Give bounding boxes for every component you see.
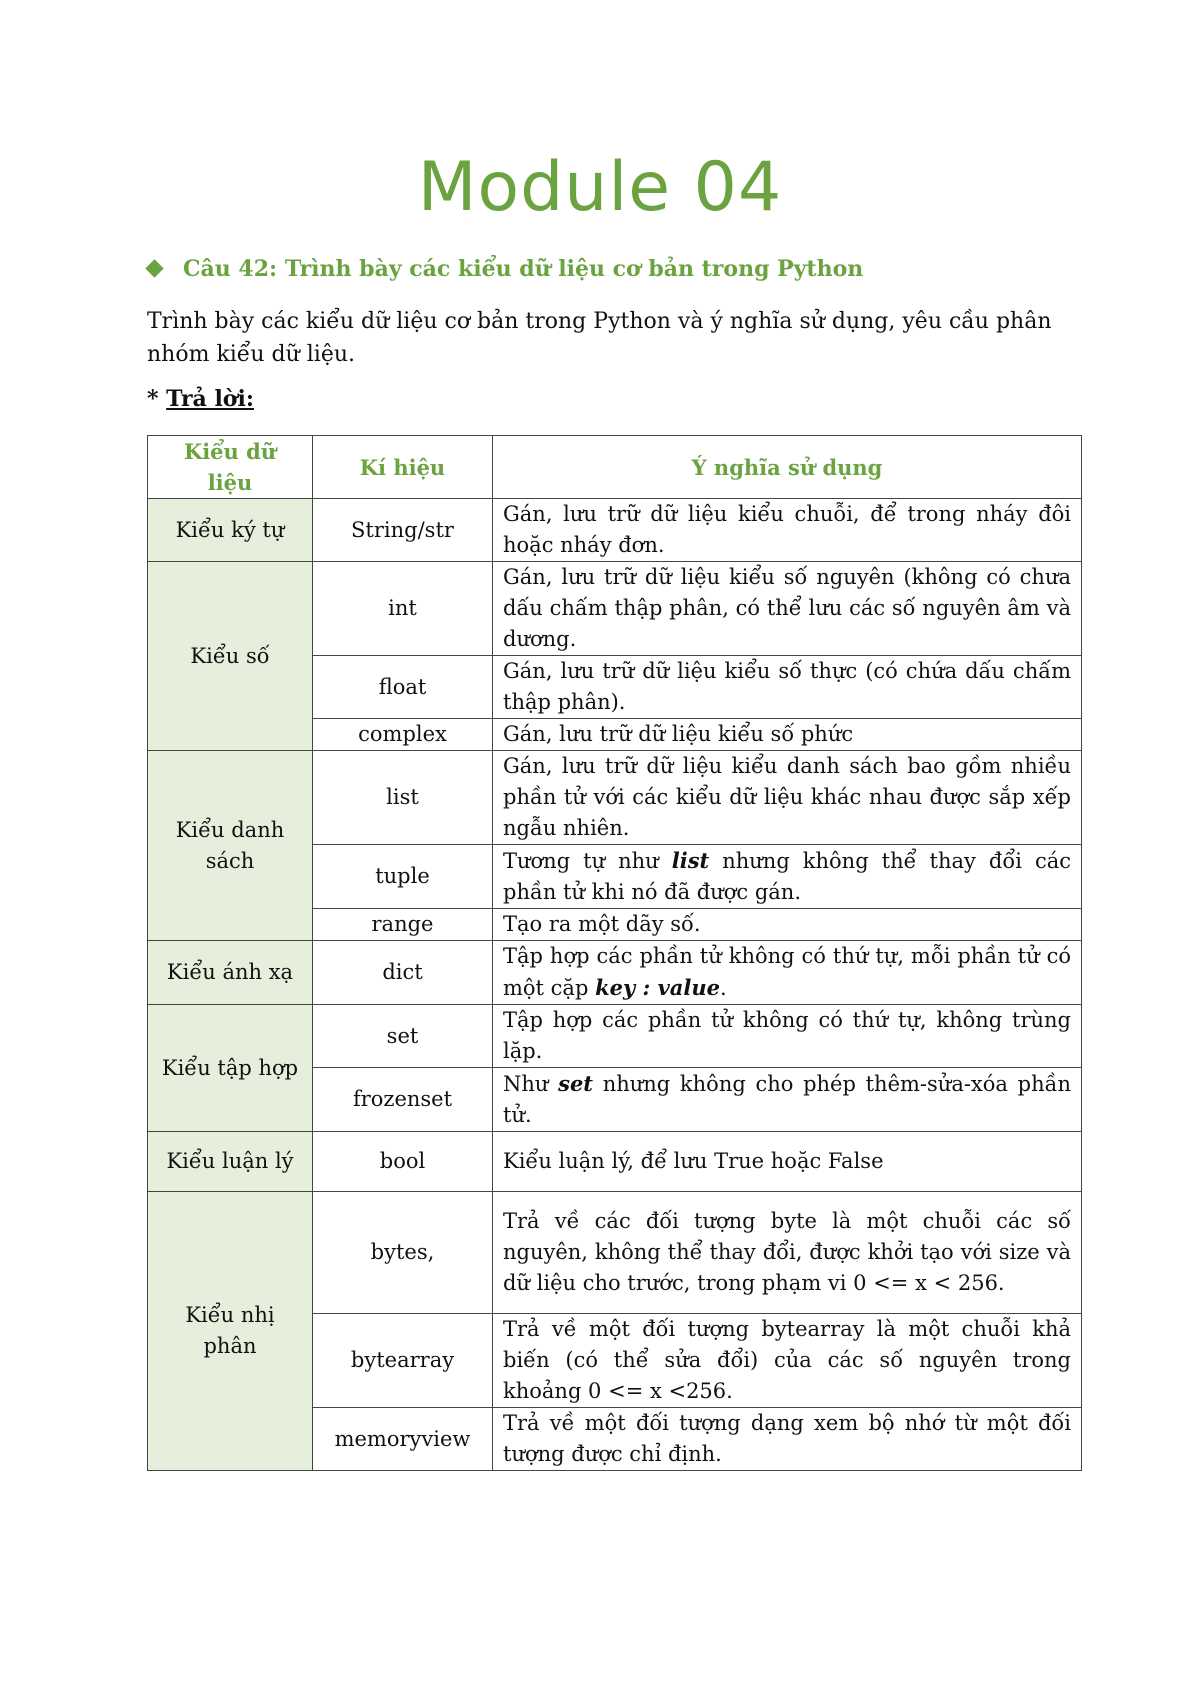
meaning-cell: Trả về các đối tượng byte là một chuỗi các số nguyên, không thể thay đổi, được khởi tạo với size và dữ liệu cho trước, trong phạm vi 0 <= x < 256.	[493, 1192, 1082, 1314]
meaning-text: .	[719, 976, 727, 1000]
table-row	[148, 1132, 1082, 1192]
table-row	[148, 1192, 1082, 1314]
question-prompt: Trình bày các kiểu dữ liệu cơ bản trong Python và ý nghĩa sử dụng, yêu cầu phân nhóm kiểu dữ liệu.	[147, 309, 1052, 367]
meaning-cell: Gán, lưu trữ dữ liệu kiểu số thực (có chứa dấu chấm thập phân).	[493, 656, 1082, 719]
symbol-cell: frozenset	[313, 1068, 493, 1132]
symbol-cell: bytes,	[313, 1192, 493, 1314]
type-cell: Kiểu danh sách	[148, 751, 313, 941]
meaning-text: Tập hợp các phần tử không có thứ tự, mỗi phần tử có một cặp	[503, 944, 1071, 1000]
symbol-cell: float	[313, 656, 493, 719]
header-symbol: Kí hiệu	[313, 436, 493, 499]
meaning-cell	[493, 1068, 1082, 1132]
type-cell: Kiểu tập hợp	[148, 1005, 313, 1132]
symbol-cell: list	[313, 751, 493, 845]
symbol-cell: tuple	[313, 845, 493, 909]
symbol-cell: bytearray	[313, 1314, 493, 1408]
table-body	[148, 499, 1082, 1471]
type-cell: Kiểu ký tự	[148, 499, 313, 562]
meaning-cell: Gán, lưu trữ dữ liệu kiểu chuỗi, để trong nháy đôi hoặc nháy đơn.	[493, 499, 1082, 562]
meaning-cell: Gán, lưu trữ dữ liệu kiểu số nguyên (không có chưa dấu chấm thập phân, có thể lưu các số nguyên âm và dương.	[493, 562, 1082, 656]
header-type: Kiểu dữ liệu	[148, 436, 313, 499]
header-meaning: Ý nghĩa sử dụng	[493, 436, 1082, 499]
diamond-bullet-icon	[145, 259, 165, 279]
table-header-row	[148, 436, 1082, 499]
symbol-cell: bool	[313, 1132, 493, 1192]
meaning-text: nhưng không cho phép thêm-sửa-xóa phần tử.	[503, 1072, 1071, 1127]
meaning-cell: Kiểu luận lý, để lưu True hoặc False	[493, 1132, 1082, 1192]
meaning-text: Như	[503, 1072, 559, 1096]
meaning-cell: Trả về một đối tượng bytearray là một chuỗi khả biến (có thể sửa đổi) của các số nguyên trong khoảng 0 <= x <256.	[493, 1314, 1082, 1408]
question-heading	[145, 256, 863, 282]
symbol-cell: memoryview	[313, 1408, 493, 1471]
table-row	[148, 499, 1082, 562]
symbol-cell: complex	[313, 719, 493, 751]
answer-prefix: *	[147, 386, 167, 412]
table-row	[148, 1005, 1082, 1068]
meaning-text: Tương tự như	[503, 849, 672, 873]
symbol-cell: int	[313, 562, 493, 656]
meaning-cell	[493, 941, 1082, 1005]
table-row	[148, 751, 1082, 845]
symbol-cell: set	[313, 1005, 493, 1068]
table-row	[148, 562, 1082, 656]
meaning-cell: Tạo ra một dãy số.	[493, 909, 1082, 941]
type-cell: Kiểu nhị phân	[148, 1192, 313, 1471]
meaning-cell	[493, 845, 1082, 909]
symbol-cell: dict	[313, 941, 493, 1005]
table-row	[148, 941, 1082, 1005]
meaning-cell: Gán, lưu trữ dữ liệu kiểu số phức	[493, 719, 1082, 751]
type-cell: Kiểu số	[148, 562, 313, 751]
symbol-cell: range	[313, 909, 493, 941]
meaning-cell: Tập hợp các phần tử không có thứ tự, không trùng lặp.	[493, 1005, 1082, 1068]
type-cell: Kiểu ánh xạ	[148, 941, 313, 1005]
symbol-cell: String/str	[313, 499, 493, 562]
meaning-text: nhưng không thể thay đổi các phần tử khi nó đã được gán.	[503, 849, 1071, 904]
page-title: Module 04	[417, 148, 783, 227]
question-text: Câu 42: Trình bày các kiểu dữ liệu cơ bản trong Python	[183, 256, 864, 282]
answer-label	[147, 386, 254, 412]
meaning-emphasis: list	[671, 848, 710, 873]
meaning-cell: Gán, lưu trữ dữ liệu kiểu danh sách bao gồm nhiều phần tử với các kiểu dữ liệu khác nhau được sắp xếp ngẫu nhiên.	[493, 751, 1082, 845]
meaning-cell: Trả về một đối tượng dạng xem bộ nhớ từ một đối tượng được chỉ định.	[493, 1408, 1082, 1471]
meaning-emphasis: key : value	[595, 975, 720, 1000]
answer-label-text: Trả lời:	[166, 386, 254, 412]
data-types-table	[147, 435, 1082, 1471]
type-cell: Kiểu luận lý	[148, 1132, 313, 1192]
meaning-emphasis: set	[558, 1071, 594, 1096]
